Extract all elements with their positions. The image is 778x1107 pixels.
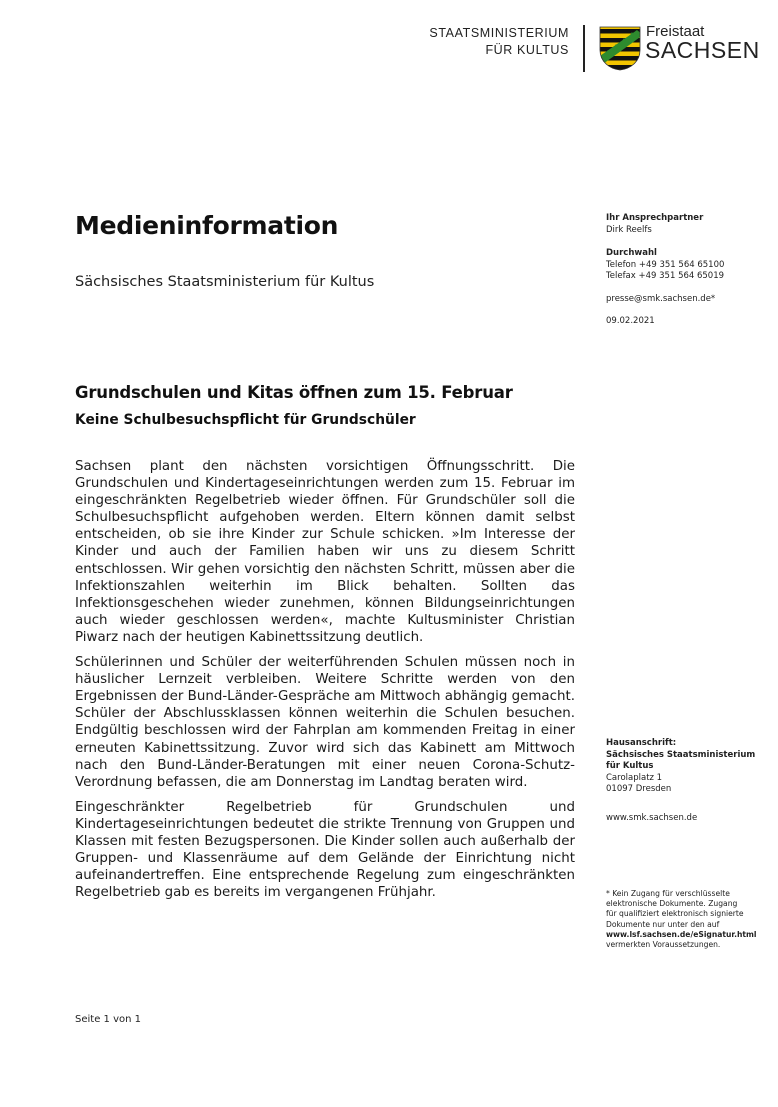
address-street: Carolaplatz 1 [606, 772, 663, 783]
address-block [606, 738, 756, 796]
contact-label: Ihr Ansprechpartner [606, 213, 704, 223]
note-link[interactable]: www.lsf.sachsen.de/eSignatur.html [606, 929, 757, 939]
document-date: 09.02.2021 [606, 316, 655, 326]
address-org-line2: für Kultus [606, 761, 654, 771]
ministry-name-line1: STAATSMINISTERIUM [429, 26, 569, 40]
contact-telefon: Telefon +49 351 564 65100 [606, 259, 725, 270]
address-city: 01097 Dresden [606, 784, 672, 794]
headline: Grundschulen und Kitas öffnen zum 15. Februar [75, 383, 513, 402]
subheadline: Keine Schulbesuchspflicht für Grundschüler [75, 412, 416, 428]
document-subtitle: Sächsisches Staatsministerium für Kultus [75, 274, 375, 290]
ministry-name [429, 25, 569, 59]
saxony-coat-of-arms-icon [599, 26, 641, 71]
body-paragraph: Schülerinnen und Schüler der weiterführenden Schulen müssen noch in häuslicher Lernzeit verbleiben. Weitere Schritte werden von den Ergebnissen der Bund-Länder-Gespräche am Mittwoch abhängig gemacht. Schüler der Abschlussklassen können weiterhin die Schulen besuchen. Endgültig beschlossen wird der Fahrplan am kommenden Freitag in einer erneuten Kabinettssitzung. Zuvor wird sich das Kabinett am Mittwoch nach den Bund-Länder-Beratungen mit einer neuen Corona-Schutz-Verordnung befassen, die am Donnerstag im Landtag beraten wird. [75, 655, 575, 790]
durchwahl-label: Durchwahl [606, 248, 657, 258]
website-block [606, 813, 756, 825]
contact-email[interactable]: presse@smk.sachsen.de* [606, 293, 716, 304]
sachsen-label: SACHSEN [645, 37, 760, 63]
note-line: * Kein Zugang für verschlüsselte [606, 889, 730, 898]
address-org-line1: Sächsisches Staatsministerium [606, 749, 756, 760]
ministry-name-line2: FÜR KULTUS [485, 43, 569, 57]
contact-telefax: Telefax +49 351 564 65019 [606, 271, 725, 281]
note-line: vermerkten Voraussetzungen. [606, 940, 721, 950]
body-paragraph: Eingeschränkter Regelbetrieb für Grundschulen und Kindertageseinrichtungen bedeutet die strikte Trennung von Gruppen und Klassen mit festen Bezugspersonen. Die Kinder sollen auch außerhalb der Gruppen- und Klassenräume auf dem Gelände der Einrichtung nicht aufeinandertreffen. Eine entsprechende Regelung zum eingeschränkten Regelbetrieb gab es bereits im vergangenen Frühjahr. [75, 799, 575, 901]
body-paragraph: Sachsen plant den nächsten vorsichtigen Öffnungsschritt. Die Grundschulen und Kindertageseinrichtungen werden zum 15. Februar im eingeschränkten Regelbetrieb wieder öffnen. Für Grundschüler soll die Schulbesuchspflicht aufgehoben werden. Eltern können damit selbst entscheiden, ob sie ihre Kinder zur Schule schicken. »Im Interesse der Kinder und auch der Familien haben wir uns zu diesem Schritt entschlossen. Wir gehen vorsichtig den nächsten Schritt, müssen aber die Infektionszahlen weiterhin im Blick behalten. Sollten das Infektionsgeschehen wieder zunehmen, können Bildungseinrichtungen auch wieder geschlossen werden«, machte Kultusminister Christian Piwarz nach der heutigen Kabinettssitzung deutlich. [75, 459, 575, 645]
note-line: elektronische Dokumente. Zugang [606, 899, 738, 909]
contact-name: Dirk Reelfs [606, 224, 652, 235]
page-number: Seite 1 von 1 [75, 1014, 141, 1025]
address-label: Hausanschrift: [606, 738, 677, 748]
header-divider [583, 25, 585, 72]
document-title: Medieninformation [75, 211, 339, 240]
signature-note [606, 889, 756, 950]
website-link[interactable]: www.smk.sachsen.de [606, 813, 698, 823]
note-line: für qualifiziert elektronisch signierte [606, 909, 744, 919]
freistaat-label: Freistaat [646, 23, 705, 40]
article-body [75, 458, 575, 909]
contact-block [606, 213, 756, 328]
note-line: Dokumente nur unter den auf [606, 919, 720, 929]
